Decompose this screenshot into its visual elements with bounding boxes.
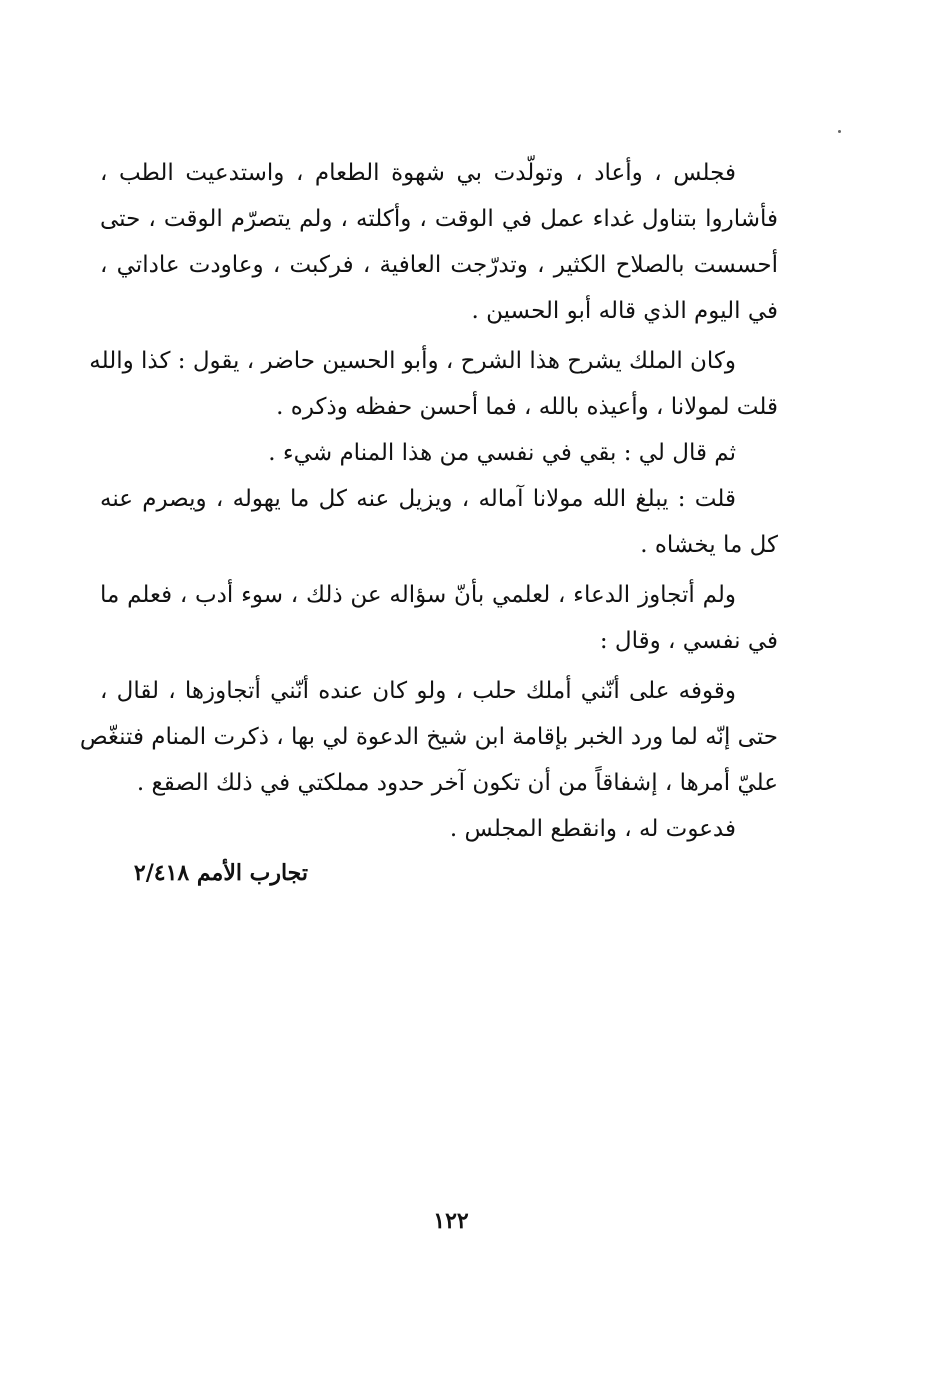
text-line: وكان الملك يشرح هذا الشرح ، وأبو الحسين حاضر ، يقول : كذا والله xyxy=(89,348,736,374)
text-line: في نفسي ، وقال : xyxy=(599,628,778,654)
text-line: حتى إنّه لما ورد الخبر بإقامة ابن شيخ الدعوة لي بها ، ذكرت المنام فتنغّص xyxy=(79,724,778,750)
text-line: قلت لمولانا ، وأعيذه بالله ، فما أحسن حفظه وذكره . xyxy=(276,394,778,420)
text-line: قلت : يبلغ الله مولانا آماله ، ويزيل عنه كل ما يهوله ، ويصرم عنه xyxy=(100,486,736,512)
text-line: أحسست بالصلاح الكثير ، وتدرّجت العافية ، فركبت ، وعاودت عاداتي ، xyxy=(100,252,778,278)
source-reference: تجارب الأمم ٢/٤١٨ xyxy=(133,860,308,886)
text-line: فأشاروا بتناول غداء عمل في الوقت ، وأكلته ، ولم يتصرّم الوقت ، حتى xyxy=(100,206,778,232)
text-line: وقوفه على أنّني أملك حلب ، ولو كان عنده أنّني أتجاوزها ، لقال ، xyxy=(100,678,736,704)
text-line: في اليوم الذي قاله أبو الحسين . xyxy=(471,298,778,324)
text-line: عليّ أمرها ، إشفاقاً من أن تكون آخر حدود مملكتي في ذلك الصقع . xyxy=(136,770,778,796)
text-line: فدعوت له ، وانقطع المجلس . xyxy=(449,816,736,842)
page-speck xyxy=(838,130,841,133)
text-line: ولم أتجاوز الدعاء ، لعلمي بأنّ سؤاله عن ذلك ، سوء أدب ، فعلم ما xyxy=(100,582,736,608)
text-line: ثم قال لي : بقي في نفسي من هذا المنام شيء . xyxy=(268,440,736,466)
page-number: ١٢٢ xyxy=(433,1208,469,1234)
main-text xyxy=(79,150,778,852)
text-line: فجلس ، وأعاد ، وتولّدت بي شهوة الطعام ، واستدعيت الطب ، xyxy=(100,160,736,186)
text-line: كل ما يخشاه . xyxy=(640,532,778,558)
